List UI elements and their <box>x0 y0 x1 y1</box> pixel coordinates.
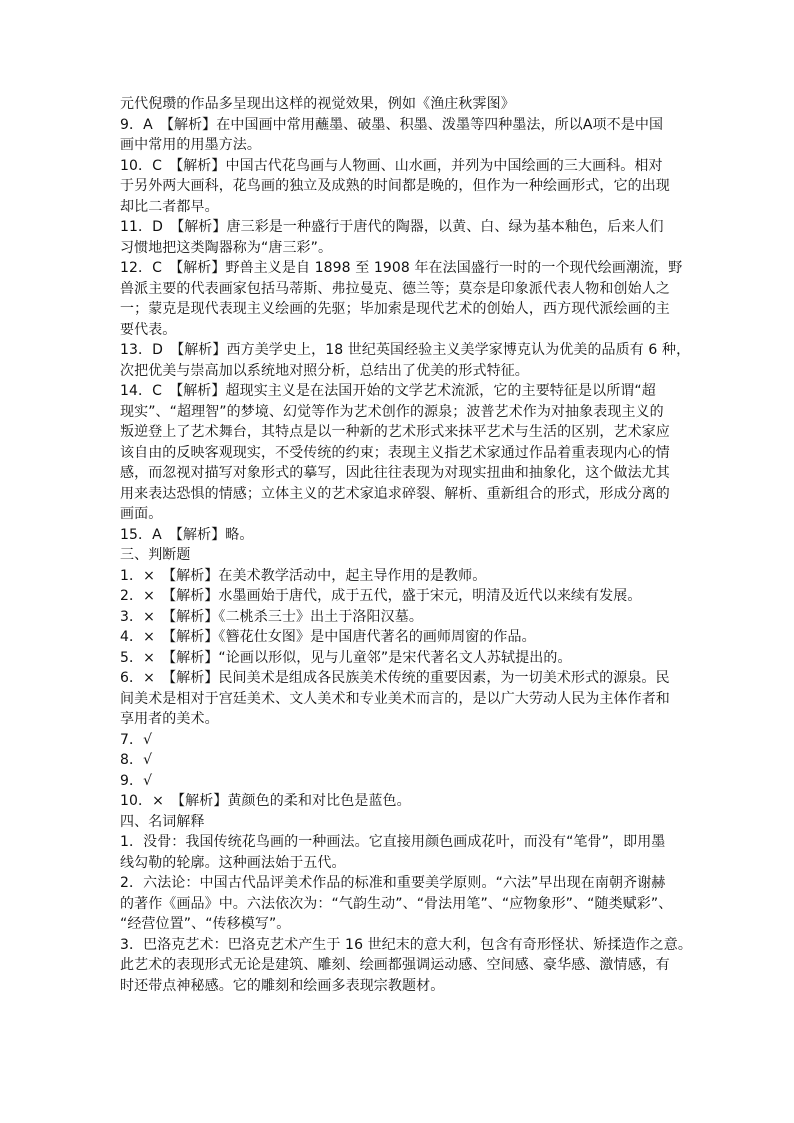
text-line: 间美术是相对于宫廷美术、文人美术和专业美术而言的，是以广大劳动人民为主体作者和 <box>120 690 670 707</box>
text-line: 4．× 【解析】《簪花仕女图》是中国唐代著名的画师周窗的作品。 <box>120 629 536 645</box>
text-line: 5．× 【解析】“论画以形似，见与儿童邻”是宋代著名文人苏轼提出的。 <box>120 649 572 666</box>
text-line: 10．× 【解析】黄颜色的柔和对比色是蓝色。 <box>120 793 411 809</box>
text-line: 于另外两大画科，花鸟画的独立及成熟的时间都是晚的，但作为一种绘画形式，它的出现 <box>120 178 670 194</box>
text-line: 10．C 【解析】中国古代花鸟画与人物画、山水画，并列为中国绘画的三大画科。相对 <box>120 157 663 174</box>
text-line: 元代倪瓒的作品多呈现出这样的视觉效果，例如《渔庄秋霁图》 <box>120 96 515 112</box>
text-line: 享用者的美术。 <box>120 711 219 727</box>
text-line: 却比二者都早。 <box>120 198 219 215</box>
text-line: 四、名词解释 <box>120 813 205 830</box>
text-line: 兽派主要的代表画家包括马蒂斯、弗拉曼克、德兰等；莫奈是印象派代表人物和创始人之 <box>120 280 670 297</box>
text-line: 三、判断题 <box>120 547 191 563</box>
text-line: 时还带点神秘感。它的雕刻和绘画多表现宗教题材。 <box>120 977 445 994</box>
text-line: 15．A 【解析】略。 <box>120 526 254 543</box>
text-line: 画中常用的用墨方法。 <box>120 137 261 153</box>
text-line: 该自由的反映客观现实，不受传统的约束；表现主义指艺术家通过作品着重表现内心的情 <box>120 444 670 461</box>
text-line: 7．√ <box>120 731 153 748</box>
text-line: 13．D 【解析】西方美学史上，18 世纪英国经验主义美学家博克认为优美的品质有 6 种， <box>120 342 691 358</box>
text-line: 习惯地把这类陶器称为“唐三彩”。 <box>120 239 333 256</box>
text-line: 叛逆登上了艺术舞台，其特点是以一种新的艺术形式来抹平艺术与生活的区别，艺术家应 <box>120 424 670 440</box>
text-line: 一；蒙克是现代表现主义绘画的先驱；毕加索是现代艺术的创始人，西方现代派绘画的主 <box>120 301 670 317</box>
text-line: 要代表。 <box>120 321 177 338</box>
text-line: 11．D 【解析】唐三彩是一种盛行于唐代的陶器，以黄、白、绿为基本釉色，后来人们 <box>120 219 664 235</box>
text-line: 现实”、“超理智”的梦境、幻觉等作为艺术创作的源泉；波普艺术作为对抽象表现主义的 <box>120 403 664 420</box>
text-line: 8．√ <box>120 752 153 768</box>
text-line: 用来表达恐惧的情感；立体主义的艺术家追求碎裂、解析、重新组合的形式，形成分离的 <box>120 485 670 502</box>
text-line: 线勾勒的轮廓。这种画法始于五代。 <box>120 854 346 871</box>
text-line: 2．六法论：中国古代品评美术作品的标准和重要美学原则。“六法”早出现在南朝齐谢赫 <box>120 875 666 891</box>
document-body <box>120 94 692 996</box>
text-line: 1．没骨：我国传统花鸟画的一种画法。它直接用颜色画成花叶，而没有“笔骨”，即用墨 <box>120 834 666 850</box>
text-line: 此艺术的表现形式无论是建筑、雕刻、绘画都强调运动感、空间感、豪华感、激情感，有 <box>120 957 670 973</box>
text-line: 画面。 <box>120 506 163 522</box>
text-line: 9．√ <box>120 772 153 789</box>
text-line: 次把优美与崇高加以系统地对照分析，总结出了优美的形式特征。 <box>120 362 529 379</box>
text-line: 2．× 【解析】水墨画始于唐代，成于五代，盛于宋元，明清及近代以来续有发展。 <box>120 588 642 604</box>
text-line: 9．A 【解析】在中国画中常用蘸墨、破墨、积墨、泼墨等四种墨法，所以A项不是中国 <box>120 116 664 133</box>
text-line: 6．× 【解析】民间美术是组成各民族美术传统的重要因素，为一切美术形式的源泉。民 <box>120 670 670 686</box>
text-line: 3．巴洛克艺术：巴洛克艺术产生于 16 世纪末的意大利，包含有奇形怪状、矫揉造作之意。 <box>120 936 692 953</box>
text-line: 3．× 【解析】《二桃杀三士》出土于洛阳汉墓。 <box>120 608 423 625</box>
text-line: 1．× 【解析】在美术教学活动中，起主导作用的是教师。 <box>120 567 487 584</box>
text-line: 感，而忽视对描写对象形式的摹写，因此往往表现为对现实扭曲和抽象化，这个做法尤其 <box>120 465 670 481</box>
text-line: 的著作《画品》中。六法依次为：“气韵生动”、“骨法用笔”、“应物象形”、“随类赋彩”、 <box>120 895 673 912</box>
text-line: 14．C 【解析】超现实主义是在法国开始的文学艺术流派，它的主要特征是以所谓“超 <box>120 383 656 399</box>
text-line: “经营位置”、“传移模写”。 <box>120 916 291 932</box>
text-line: 12．C 【解析】野兽主义是自 1898 至 1908 年在法国盛行一时的一个现代绘画潮流，野 <box>120 260 683 276</box>
